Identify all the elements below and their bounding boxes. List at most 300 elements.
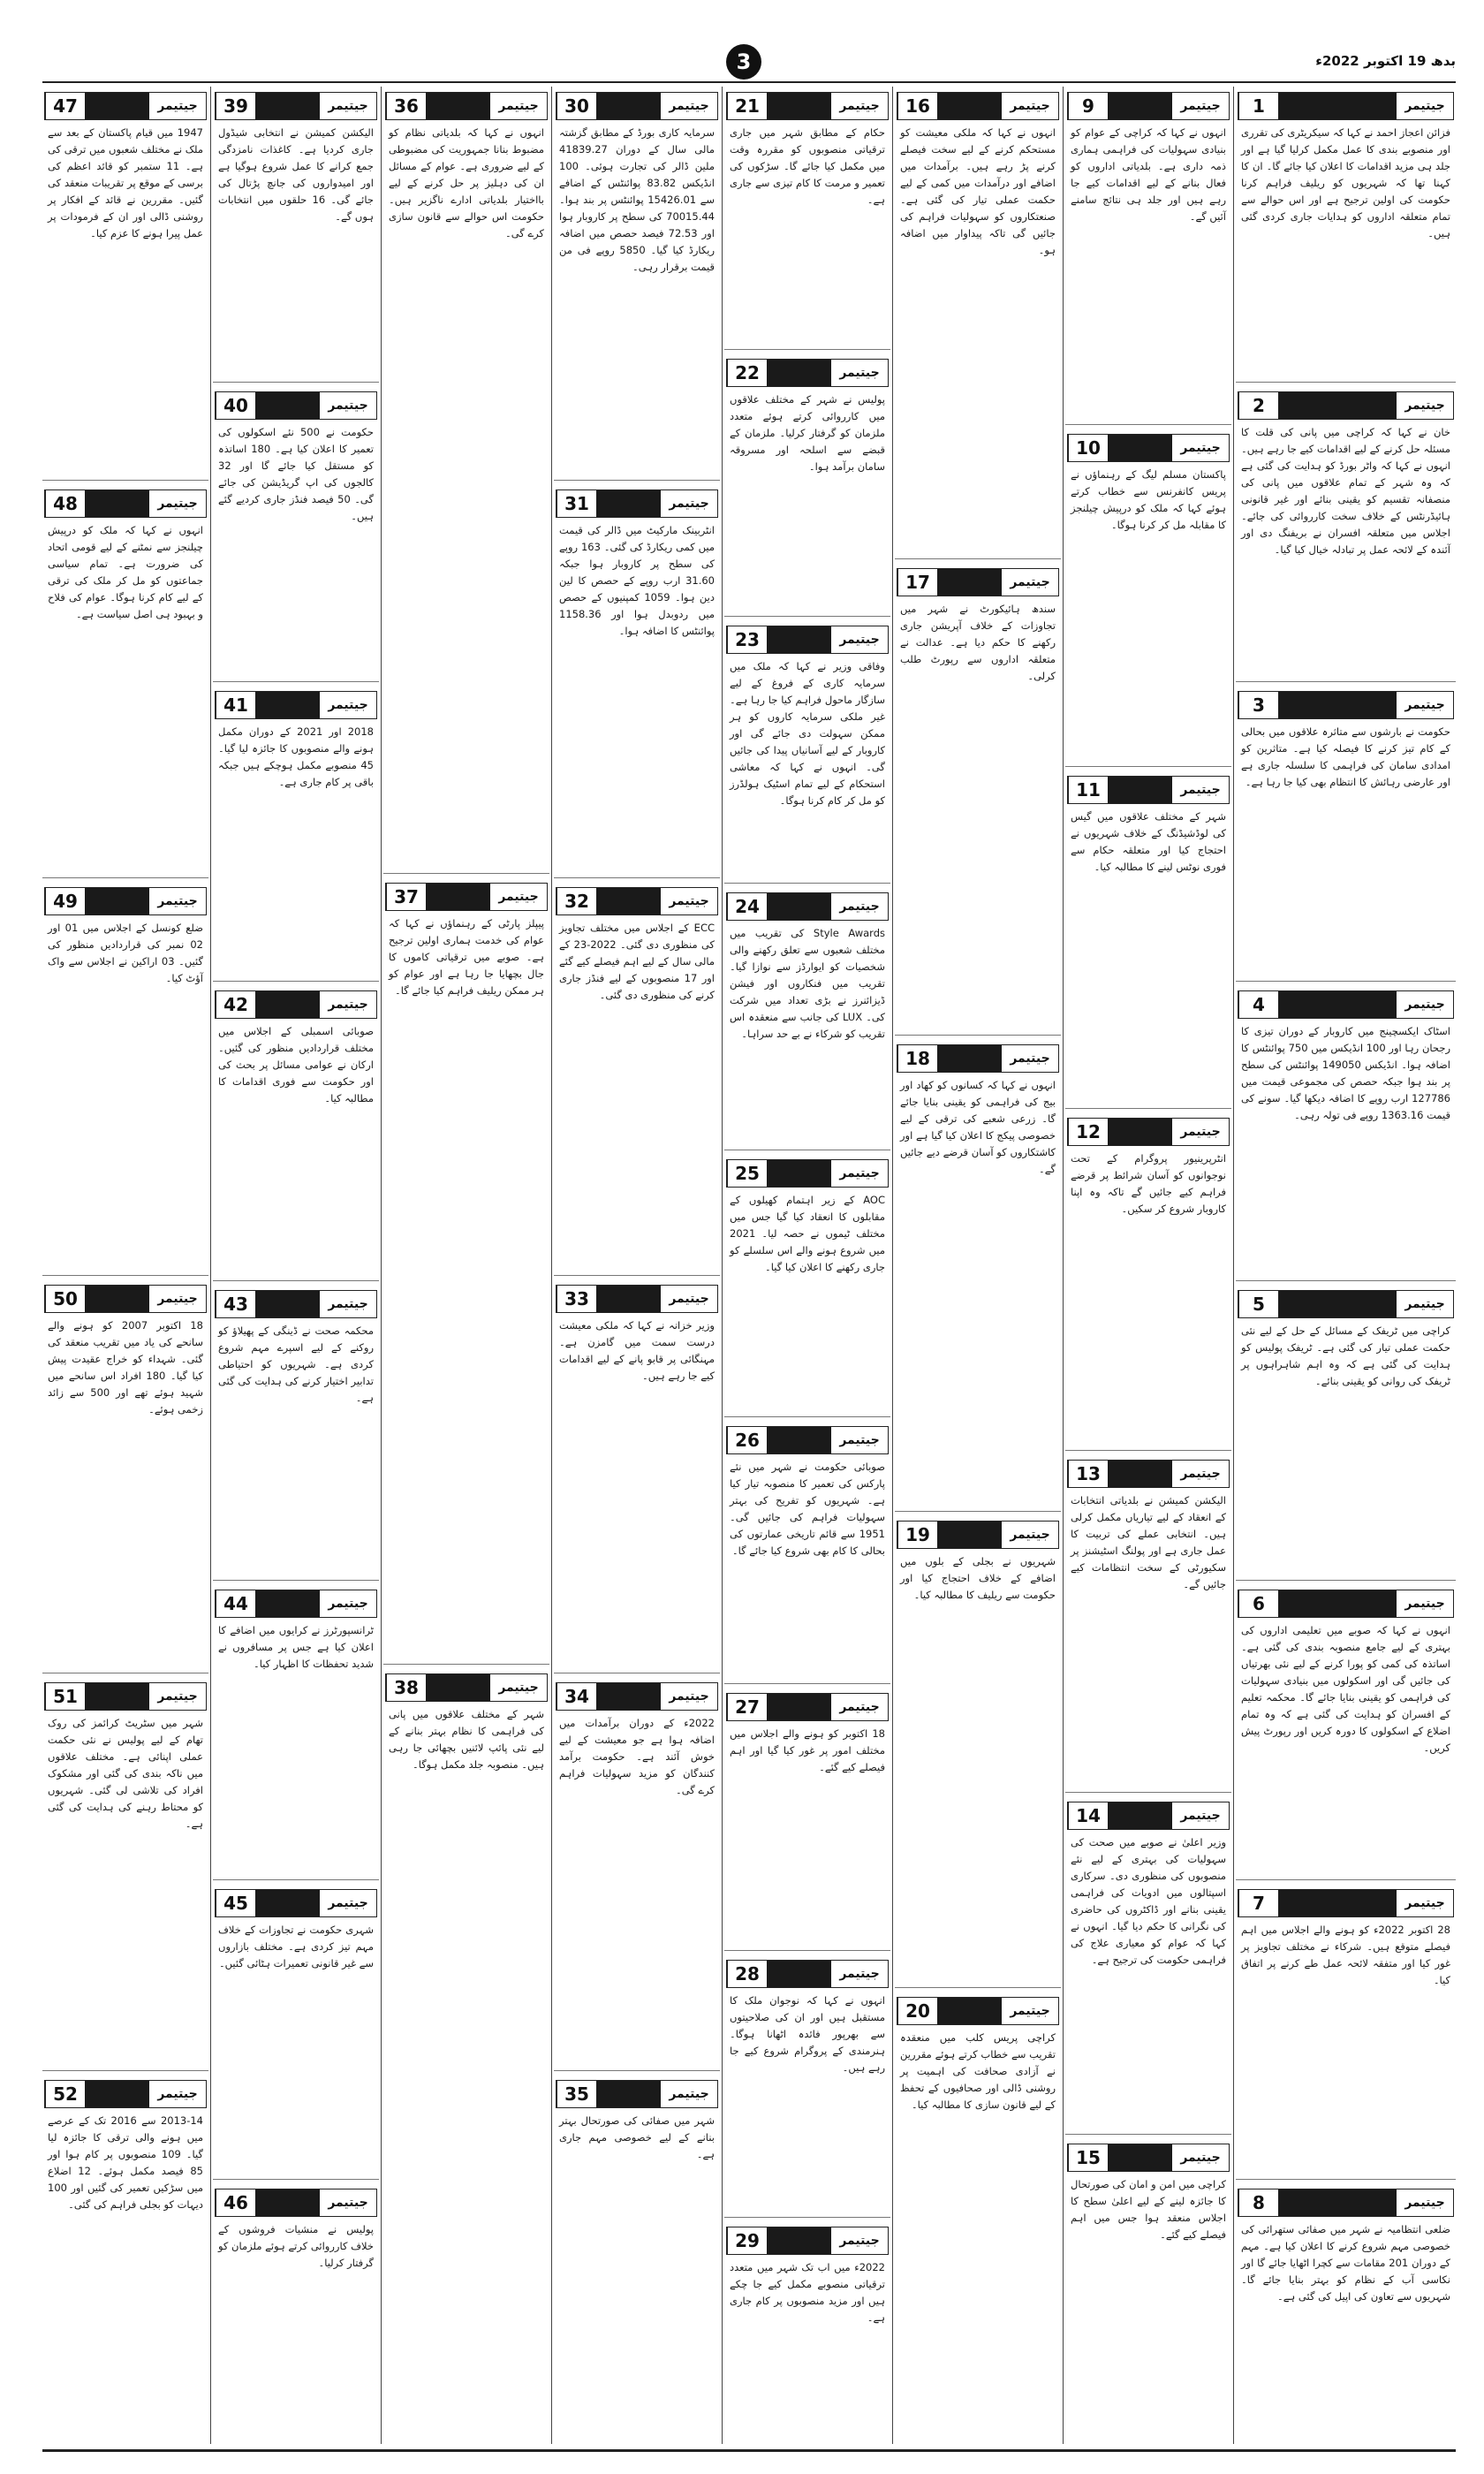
article-49 [42, 882, 208, 1276]
article-body: انہوں نے کہا کہ بلدیاتی نظام کو مضبوط بنانا جمہوریت کی مضبوطی کے لیے ضروری ہے۔ عوام کے مسائل ان کی دہلیز پر حل کرنے کے لیے بااختیار بلدیاتی ادارے ناگزیر ہیں۔ حکومت اس حوالے سے قانون سازی کرے گی۔ [389, 126, 544, 239]
article-header [897, 1521, 1059, 1549]
article-number: 33 [556, 1286, 596, 1312]
column-4 [724, 87, 890, 2444]
article-52 [42, 2075, 208, 2444]
article-28 [724, 1954, 890, 2218]
article-body: 28 اکتوبر 2022ء کو ہونے والے اجلاس میں اہم فیصلے متوقع ہیں۔ شرکاء نے مختلف تجاویز پر غور کیا اور متفقہ لائحہ عمل طے کرنے پر اتفاق کیا۔ [1241, 1924, 1450, 1986]
article-17 [895, 563, 1061, 1036]
article-header [385, 92, 548, 120]
article-label: جیتیمر [1397, 1890, 1453, 1916]
header-bar [767, 2227, 831, 2254]
article-label: جیتیمر [661, 1286, 717, 1312]
article-42 [213, 985, 379, 1281]
header-bar [596, 490, 661, 517]
article-header [726, 1693, 889, 1721]
article-label: جیتیمر [1397, 2189, 1453, 2216]
article-6 [1236, 1584, 1456, 1880]
article-header [1238, 1590, 1454, 1618]
article-body: انٹربینک مارکیٹ میں ڈالر کی قیمت میں کمی ریکارڈ کی گئی۔ 163 روپے کی سطح پر کاروبار ہوا جبکہ 31.60 ارب روپے کے حصص کا لین دین ہوا۔ 1059 کمپنیوں کے حصص میں ردوبدل ہوا اور 1158.36 پوائنٹس کا اضافہ ہوا۔ [559, 524, 716, 637]
article-body: 2022ء کے دوران برآمدات میں اضافہ ہوا ہے جو معیشت کے لیے خوش آئند ہے۔ حکومت برآمد کنندگان کو مزید سہولیات فراہم کرے گی۔ [559, 1717, 715, 1796]
article-number: 35 [556, 2081, 596, 2107]
article-number: 27 [727, 1694, 767, 1720]
header-bar [937, 93, 1002, 119]
article-number: 6 [1238, 1590, 1278, 1617]
article-number: 48 [45, 490, 85, 517]
article-40 [213, 386, 379, 682]
column-divider [892, 87, 893, 2444]
article-label: جیتیمر [661, 490, 717, 517]
article-header [1067, 2144, 1230, 2172]
header-bar [1108, 435, 1172, 461]
article-number: 8 [1238, 2189, 1278, 2216]
article-header [556, 2080, 718, 2108]
article-header [1238, 2189, 1454, 2217]
article-label: جیتیمر [1397, 991, 1453, 1018]
article-number: 7 [1238, 1890, 1278, 1916]
page-number: 3 [726, 44, 761, 80]
article-16 [895, 87, 1061, 559]
header-bar [767, 93, 831, 119]
article-label: جیتیمر [320, 2189, 376, 2216]
article-body: شہری حکومت نے تجاوزات کے خلاف مہم تیز کردی ہے۔ مختلف بازاروں سے غیر قانونی تعمیرات ہٹائی گئیں۔ [218, 1924, 374, 1969]
article-number: 37 [386, 884, 426, 910]
article-label: جیتیمر [1172, 1119, 1229, 1145]
article-body: انہوں نے کہا کہ نوجوان ملک کا مستقبل ہیں اور ان کی صلاحیتوں سے بھرپور فائدہ اٹھانا ہوگا۔ ہنرمندی کے پروگرام شروع کیے جا رہے ہیں۔ [730, 1994, 885, 2074]
article-label: جیتیمر [320, 991, 376, 1018]
header-bar [1278, 1590, 1397, 1617]
header-bar [426, 1674, 490, 1701]
article-label: جیتیمر [831, 1160, 888, 1187]
article-number: 14 [1068, 1802, 1108, 1829]
article-label: جیتیمر [1172, 777, 1229, 803]
article-37 [383, 877, 549, 1665]
article-label: جیتیمر [149, 1683, 206, 1710]
article-body: حکومت نے 500 نئے اسکولوں کی تعمیر کا اعلان کیا ہے۔ 180 اساتذہ کو مستقل کیا جائے گا اور 32 کالجوں کی اپ گریڈیشن کی جائے گی۔ 50 فیصد فنڈز جاری کردیے گئے ہیں۔ [218, 426, 375, 522]
article-number: 52 [45, 2081, 85, 2107]
header-bar [767, 893, 831, 920]
article-31 [554, 484, 720, 878]
article-body: سندھ ہائیکورٹ نے شہر میں تجاوزات کے خلاف آپریشن جاری رکھنے کا حکم دیا ہے۔ عدالت نے متعلقہ اداروں سے رپورٹ طلب کرلی۔ [900, 603, 1056, 682]
article-25 [724, 1154, 890, 1417]
article-body: شہر میں سٹریٹ کرائمز کی روک تھام کے لیے پولیس نے نئی حکمت عملی اپنائی ہے۔ مختلف علاقوں میں ناکہ بندی کی گئی اور مشکوک افراد کی تلاشی لی گئی۔ شہریوں کو محتاط رہنے کی ہدایت کی گئی ہے۔ [48, 1717, 203, 1830]
article-38 [383, 1668, 549, 2444]
article-label: جیتیمر [661, 2081, 717, 2107]
article-header [1067, 92, 1230, 120]
article-header [1238, 391, 1454, 420]
article-header [44, 1682, 207, 1711]
article-header [385, 1673, 548, 1702]
article-body: پولیس نے شہر کے مختلف علاقوں میں کارروائی کرتے ہوئے متعدد ملزمان کو گرفتار کرلیا۔ ملزمان کے قبضے سے اسلحہ اور مسروقہ سامان برآمد ہوا۔ [730, 393, 885, 473]
article-body: کراچی میں امن و امان کی صورتحال کا جائزہ لینے کے لیے اعلیٰ سطح کا اجلاس منعقد ہوا جس میں اہم فیصلے کیے گئے۔ [1071, 2178, 1226, 2241]
article-header [726, 1960, 889, 1988]
article-body: فزائن اعجاز احمد نے کہا کہ سیکریٹری کی تقرری اور منصوبے بندی کا عمل مکمل کرلیا گیا ہے اور جلد ہی مزید اقدامات کا اعلان کیا جائے گا۔ ان کا کہنا تھا کہ شہریوں کو ریلیف فراہم کرنا حکومت کی اولین ترجیح ہے اور اس حوالے سے تمام متعلقہ اداروں کو ہدایات جاری کردی گئی ہیں۔ [1241, 126, 1450, 239]
header-bar [255, 1890, 320, 1916]
article-label: جیتیمر [1172, 93, 1229, 119]
article-header [726, 892, 889, 921]
article-header [726, 2227, 889, 2255]
article-23 [724, 620, 890, 884]
article-label: جیتیمر [831, 2227, 888, 2254]
article-8 [1236, 2183, 1456, 2444]
column-6 [383, 87, 549, 2444]
column-divider [1063, 87, 1064, 2444]
article-body: انہوں نے کہا کہ صوبے میں تعلیمی اداروں کی بہتری کے لیے جامع منصوبہ بندی کی گئی ہے۔ اساتذہ کی کمی کو پورا کرنے کے لیے نئی بھرتیاں کی جائیں گی اور اسکولوں میں بنیادی سہولیات کی فراہمی کو یقینی بنایا جائے گا۔ محکمہ تعلیم کے افسران کو ہدایت کی گئی ہے کہ وہ تمام اضلاع کے اسکولوں کا دورہ کریں اور رپورٹ پیش کریں۔ [1241, 1624, 1450, 1754]
article-number: 1 [1238, 93, 1278, 119]
article-label: جیتیمر [831, 893, 888, 920]
article-15 [1065, 2138, 1231, 2444]
article-number: 42 [216, 991, 255, 1018]
article-10 [1065, 429, 1231, 767]
article-label: جیتیمر [831, 93, 888, 119]
column-divider [381, 87, 382, 2444]
article-number: 32 [556, 888, 596, 914]
column-divider [722, 87, 723, 2444]
header-bar [1108, 1802, 1172, 1829]
header-bar [1278, 2189, 1397, 2216]
column-divider [210, 87, 211, 2444]
article-label: جیتیمر [1002, 93, 1058, 119]
article-body: 2022ء میں اب تک شہر میں متعدد ترقیاتی منصوبے مکمل کیے جا چکے ہیں اور مزید منصوبوں پر کام جاری ہے۔ [730, 2261, 885, 2324]
header-bar [85, 93, 149, 119]
article-21 [724, 87, 890, 350]
article-43 [213, 1285, 379, 1581]
article-9 [1065, 87, 1231, 425]
article-header [215, 1290, 377, 1318]
article-number: 29 [727, 2227, 767, 2254]
article-header [215, 92, 377, 120]
article-label: جیتیمر [490, 93, 547, 119]
article-body: 2018 اور 2021 کے دوران مکمل ہونے والے منصوبوں کا جائزہ لیا گیا۔ 45 منصوبے مکمل ہوچکے ہیں جبکہ باقی پر کام جاری ہے۔ [218, 725, 374, 788]
column-5 [554, 87, 720, 2444]
article-50 [42, 1279, 208, 1673]
article-number: 20 [897, 1998, 937, 2024]
article-header [726, 1159, 889, 1188]
article-number: 16 [897, 93, 937, 119]
article-label: جیتیمر [661, 1683, 717, 1710]
header-bar [255, 2189, 320, 2216]
article-label: جیتیمر [831, 1694, 888, 1720]
header-bar [1278, 1890, 1397, 1916]
article-label: جیتیمر [1397, 1291, 1453, 1317]
article-header [897, 1997, 1059, 2025]
article-header [556, 489, 718, 518]
header-bar [767, 626, 831, 653]
article-body: شہریوں نے بجلی کے بلوں میں اضافے کے خلاف احتجاج کیا اور حکومت سے ریلیف کا مطالبہ کیا۔ [900, 1555, 1056, 1601]
article-label: جیتیمر [831, 360, 888, 386]
article-number: 15 [1068, 2144, 1108, 2171]
article-header [1067, 434, 1230, 462]
article-body: انہوں نے کہا کہ ملکی معیشت کو مستحکم کرنے کے لیے سخت فیصلے کرنے پڑ رہے ہیں۔ برآمدات میں اضافے اور درآمدات میں کمی کے لیے حکمت عملی تیار کی گئی ہے۔ صنعتکاروں کو سہولیات فراہم کی جائیں گی تاکہ پیداوار میں اضافہ ہو۔ [900, 126, 1056, 256]
article-number: 34 [556, 1683, 596, 1710]
article-51 [42, 1677, 208, 2071]
article-body: وزیر اعلیٰ نے صوبے میں صحت کی سہولیات کی بہتری کے لیے نئے منصوبوں کی منظوری دی۔ سرکاری اسپتالوں میں ادویات کی فراہمی یقینی بنانے اور ڈاکٹروں کی حاضری کی نگرانی کا حکم دیا گیا۔ انہوں نے کہا کہ عوام کو معیاری علاج کی فراہمی حکومت کی ترجیح ہے۔ [1071, 1836, 1226, 1966]
header-bar [767, 360, 831, 386]
article-header [556, 1682, 718, 1711]
article-number: 30 [556, 93, 596, 119]
article-number: 43 [216, 1291, 255, 1317]
header-bar [1278, 1291, 1397, 1317]
article-label: جیتیمر [320, 1590, 376, 1617]
article-18 [895, 1039, 1061, 1512]
header-bar [1278, 991, 1397, 1018]
article-body: صوبائی حکومت نے شہر میں نئے پارکس کی تعمیر کا منصوبہ تیار کیا ہے۔ شہریوں کو تفریح کی بہتر سہولیات فراہم کی جائیں گی۔ 1951 سے قائم تاریخی عمارتوں کی بحالی کا کام بھی شروع کیا جائے گا۔ [730, 1461, 885, 1557]
article-header [556, 887, 718, 915]
article-24 [724, 887, 890, 1150]
article-label: جیتیمر [149, 888, 206, 914]
article-number: 50 [45, 1286, 85, 1312]
article-header [215, 391, 377, 420]
header-bar [255, 93, 320, 119]
article-header [1238, 691, 1454, 719]
article-header [44, 489, 207, 518]
article-label: جیتیمر [490, 1674, 547, 1701]
article-12 [1065, 1112, 1231, 1451]
header-bar [937, 1522, 1002, 1548]
article-header [215, 691, 377, 719]
article-20 [895, 1992, 1061, 2444]
article-label: جیتیمر [831, 1427, 888, 1453]
article-body: انٹرپرینیور پروگرام کے تحت نوجوانوں کو آسان شرائط پر قرضے فراہم کیے جائیں گے تاکہ وہ اپنا کاروبار شروع کر سکیں۔ [1071, 1152, 1226, 1215]
header-bar [1278, 392, 1397, 419]
article-48 [42, 484, 208, 878]
article-body: 18 اکتوبر کو ہونے والے اجلاس میں مختلف امور پر غور کیا گیا اور اہم فیصلے کیے گئے۔ [730, 1727, 885, 1773]
article-body: ٹرانسپورٹرز نے کرایوں میں اضافے کا اعلان کیا ہے جس پر مسافروں نے شدید تحفظات کا اظہار کیا۔ [218, 1624, 374, 1670]
article-number: 10 [1068, 435, 1108, 461]
issue-date: بدھ 19 اکتوبر 2022ء [1315, 53, 1456, 69]
article-11 [1065, 770, 1231, 1109]
article-19 [895, 1515, 1061, 1988]
article-body: انہوں نے کہا کہ کسانوں کو کھاد اور بیج کی فراہمی کو یقینی بنایا جائے گا۔ زرعی شعبے کی ترقی کے لیے خصوصی پیکج کا اعلان کیا گیا ہے اور کاشتکاروں کو آسان قرضے دیے جائیں گے۔ [900, 1079, 1056, 1175]
article-label: جیتیمر [320, 1291, 376, 1317]
article-number: 19 [897, 1522, 937, 1548]
header-bar [255, 991, 320, 1018]
header-bar [1278, 93, 1397, 119]
article-number: 12 [1068, 1119, 1108, 1145]
article-header [897, 92, 1059, 120]
article-body: سرمایہ کاری بورڈ کے مطابق گزشتہ مالی سال کے دوران 41839.27 ملین ڈالر کی تجارت ہوئی۔ 100 انڈیکس 83.82 پوائنٹس کے اضافے سے 15426.01 پوائنٹس پر بند ہوا۔ 70015.44 کی سطح پر کاروبار ہوا اور 72.53 فیصد حصص میں اضافہ ریکارڈ کیا گیا۔ 5850 روپے فی من قیمت برقرار رہی۔ [559, 126, 715, 273]
article-29 [724, 2221, 890, 2444]
header-bar [426, 93, 490, 119]
article-number: 36 [386, 93, 426, 119]
article-header [215, 2189, 377, 2217]
article-number: 31 [556, 490, 596, 517]
article-header [726, 1426, 889, 1454]
article-body: حکومت نے بارشوں سے متاثرہ علاقوں میں بحالی کے کام تیز کرنے کا فیصلہ کیا ہے۔ متاثرین کو امدادی سامان کی فراہمی کا سلسلہ جاری ہے اور عارضی رہائش کا انتظام بھی کیا جا رہا ہے۔ [1241, 725, 1450, 788]
article-body: وفاقی وزیر نے کہا کہ ملک میں سرمایہ کاری کے فروغ کے لیے سازگار ماحول فراہم کیا جا رہا ہے۔ غیر ملکی سرمایہ کاروں کو ہر ممکن سہولت دی جائے گی اور کاروبار کے لیے آسانیاں پیدا کی جائیں گی۔ انہوں نے کہا کہ معاشی استحکام کے لیے تمام اسٹیک ہولڈرز کو مل کر کام کرنا ہوگا۔ [730, 660, 885, 807]
article-label: جیتیمر [149, 490, 206, 517]
article-header [726, 359, 889, 387]
header-bar [596, 888, 661, 914]
header-bar [1108, 93, 1172, 119]
article-number: 21 [727, 93, 767, 119]
article-2 [1236, 386, 1456, 682]
article-22 [724, 353, 890, 617]
article-body: وزیر خزانہ نے کہا کہ ملکی معیشت درست سمت میں گامزن ہے۔ مہنگائی پر قابو پانے کے لیے اقدامات کیے جا رہے ہیں۔ [559, 1319, 715, 1382]
article-label: جیتیمر [149, 93, 206, 119]
article-header [1238, 1889, 1454, 1917]
column-divider [1233, 87, 1234, 2444]
column-3 [895, 87, 1061, 2444]
header-bar [85, 490, 149, 517]
header-bar [596, 93, 661, 119]
article-30 [554, 87, 720, 481]
header-rule [42, 81, 1456, 83]
article-body: پاکستان مسلم لیگ کے رہنماؤں نے پریس کانفرنس سے خطاب کرتے ہوئے کہا کہ ملک کو درپیش چیلنجز کا مقابلہ مل کر کرنا ہوگا۔ [1071, 468, 1226, 531]
article-body: 18 اکتوبر 2007 کو ہونے والے سانحے کی یاد میں تقریب منعقد کی گئی۔ شہداء کو خراج عقیدت پیش کیا گیا۔ 180 افراد اس سانحے میں شہید ہوئے تھے اور 500 سے زائد زخمی ہوئے۔ [48, 1319, 204, 1415]
article-header [385, 883, 548, 911]
article-number: 38 [386, 1674, 426, 1701]
article-body: کراچی پریس کلب میں منعقدہ تقریب سے خطاب کرتے ہوئے مقررین نے آزادی صحافت کی اہمیت پر روشنی ڈالی اور صحافیوں کے تحفظ کے لیے قانون سازی کا مطالبہ کیا۔ [900, 2031, 1056, 2111]
article-header [897, 1044, 1059, 1073]
article-label: جیتیمر [1172, 1802, 1229, 1829]
article-label: جیتیمر [320, 93, 376, 119]
article-body: ضلع کونسل کے اجلاس میں 01 اور 02 نمبر کی قراردادیں منظور کی گئیں۔ 03 اراکین نے اجلاس سے واک آؤٹ کیا۔ [48, 922, 203, 984]
article-number: 17 [897, 569, 937, 596]
article-41 [213, 686, 379, 982]
footer-rule [42, 2449, 1456, 2452]
header-bar [767, 1694, 831, 1720]
article-body: کراچی میں ٹریفک کے مسائل کے حل کے لیے نئی حکمت عملی تیار کی گئی ہے۔ ٹریفک پولیس کو ہدایت کی گئی ہے کہ وہ اہم شاہراہوں پر ٹریفک کی روانی کو یقینی بنائے۔ [1241, 1324, 1450, 1387]
article-34 [554, 1677, 720, 2071]
article-label: جیتیمر [661, 93, 717, 119]
article-32 [554, 882, 720, 1276]
article-7 [1236, 1884, 1456, 2180]
header-bar [255, 692, 320, 718]
header-bar [767, 1961, 831, 1987]
article-header [215, 1590, 377, 1618]
header-bar [85, 1286, 149, 1312]
article-body: Style Awards کی تقریب میں مختلف شعبوں سے تعلق رکھنے والی شخصیات کو ایوارڈز سے نوازا گیا۔ تقریب میں فنکاروں اور فیشن ڈیزائنرز نے بڑی تعداد میں شرکت کی۔ LUX کی جانب سے منعقدہ اس تقریب کو شرکاء نے بے حد سراہا۔ [730, 927, 885, 1040]
article-body: انہوں نے کہا کہ ملک کو درپیش چیلنجز سے نمٹنے کے لیے قومی اتحاد کی ضرورت ہے۔ تمام سیاسی جماعتوں کو مل کر ملک کی ترقی کے لیے کام کرنا ہوگا۔ عوام کی فلاح و بہبود ہی اصل سیاست ہے۔ [48, 524, 203, 620]
article-label: جیتیمر [1002, 569, 1058, 596]
article-header [726, 92, 889, 120]
header-bar [937, 1998, 1002, 2024]
header-bar [937, 1045, 1002, 1072]
article-label: جیتیمر [1002, 1522, 1058, 1548]
article-number: 4 [1238, 991, 1278, 1018]
article-header [1238, 92, 1454, 120]
article-body: خان نے کہا کہ کراچی میں پانی کی قلت کا مسئلہ حل کرنے کے لیے اقدامات کیے جا رہے ہیں۔ انہوں نے کہا کہ واٹر بورڈ کو ہدایت کی گئی ہے کہ وہ شہر کے تمام علاقوں میں پانی کی منصفانہ تقسیم کو یقینی بنائے اور غیر قانونی ہائیڈرنٹس کے خلاف سخت کارروائی کی جائے۔ اجلاس میں متعلقہ افسران نے بریفنگ دی اور آئندہ کے لائحہ عمل پر تبادلہ خیال کیا گیا۔ [1241, 426, 1450, 556]
article-body: شہر کے مختلف علاقوں میں پانی کی فراہمی کا نظام بہتر بنانے کے لیے نئی پائپ لائنیں بچھائی جا رہی ہیں۔ منصوبہ جلد مکمل ہوگا۔ [389, 1708, 544, 1771]
article-number: 24 [727, 893, 767, 920]
article-body: پولیس نے منشیات فروشوں کے خلاف کارروائی کرتے ہوئے ملزمان کو گرفتار کرلیا۔ [217, 2223, 374, 2269]
article-label: جیتیمر [1397, 392, 1453, 419]
article-33 [554, 1279, 720, 1673]
article-4 [1236, 985, 1456, 1281]
article-label: جیتیمر [320, 392, 376, 419]
article-36 [383, 87, 549, 874]
header-bar [1108, 2144, 1172, 2171]
article-label: جیتیمر [1397, 93, 1453, 119]
article-1 [1236, 87, 1456, 383]
header-bar [255, 1291, 320, 1317]
article-label: جیتیمر [320, 1890, 376, 1916]
article-number: 47 [45, 93, 85, 119]
header-bar [596, 2081, 661, 2107]
article-number: 3 [1238, 692, 1278, 718]
article-number: 22 [727, 360, 767, 386]
article-number: 28 [727, 1961, 767, 1987]
article-label: جیتیمر [1397, 1590, 1453, 1617]
article-3 [1236, 686, 1456, 982]
article-header [897, 568, 1059, 596]
article-number: 44 [216, 1590, 255, 1617]
header-bar [596, 1683, 661, 1710]
article-number: 5 [1238, 1291, 1278, 1317]
article-header [1067, 776, 1230, 804]
article-label: جیتیمر [1397, 692, 1453, 718]
article-body: محکمہ صحت نے ڈینگی کے پھیلاؤ کو روکنے کے لیے اسپرے مہم شروع کردی ہے۔ شہریوں کو احتیاطی تدابیر اختیار کرنے کی ہدایت کی گئی ہے۔ [218, 1324, 374, 1404]
article-body: الیکشن کمیشن نے انتخابی شیڈول جاری کردیا ہے۔ کاغذات نامزدگی جمع کرانے کا عمل شروع ہوگیا ہے اور امیدواروں کی جانچ پڑتال کی جائے گی۔ 16 حلقوں میں انتخابات ہوں گے۔ [218, 126, 374, 223]
article-label: جیتیمر [831, 626, 888, 653]
article-header [556, 92, 718, 120]
article-number: 2 [1238, 392, 1278, 419]
header-bar [255, 1590, 320, 1617]
article-number: 26 [727, 1427, 767, 1453]
article-header [215, 990, 377, 1019]
article-label: جیتیمر [831, 1961, 888, 1987]
article-label: جیتیمر [1002, 1998, 1058, 2024]
article-header [44, 2080, 207, 2108]
article-number: 23 [727, 626, 767, 653]
column-divider [551, 87, 552, 2444]
header-bar [426, 884, 490, 910]
article-number: 13 [1068, 1461, 1108, 1487]
article-13 [1065, 1454, 1231, 1793]
header-bar [1108, 777, 1172, 803]
article-number: 46 [216, 2189, 255, 2216]
article-label: جیتیمر [1002, 1045, 1058, 1072]
article-body: ECC کے اجلاس میں مختلف تجاویز کی منظوری دی گئی۔ 2022-23 کے مالی سال کے لیے اہم فیصلے کیے گئے اور 17 منصوبوں کے لیے فنڈز جاری کرنے کی منظوری دی گئی۔ [559, 922, 715, 1001]
article-body: انہوں نے کہا کہ کراچی کے عوام کو بنیادی سہولیات کی فراہمی ہماری ذمہ داری ہے۔ بلدیاتی اداروں کو فعال بنانے کے لیے اقدامات کیے جا رہے ہیں اور جلد ہی نتائج سامنے آئیں گے۔ [1071, 126, 1226, 223]
article-number: 9 [1068, 93, 1108, 119]
article-label: جیتیمر [320, 692, 376, 718]
article-body: اسٹاک ایکسچینج میں کاروبار کے دوران تیزی کا رجحان رہا اور 100 انڈیکس میں 750 پوائنٹس کا اضافہ ہوا۔ انڈیکس 149050 پوائنٹس کی سطح پر بند ہوا جبکہ حصص کی مجموعی قیمت میں 127786 ارب روپے کا اضافہ دیکھا گیا۔ سونے کی قیمت 1363.16 روپے فی تولہ رہی۔ [1241, 1025, 1450, 1121]
article-body: 1947 میں قیام پاکستان کے بعد سے ملک نے مختلف شعبوں میں ترقی کی ہے۔ 11 ستمبر کو قائد اعظم کی برسی کے موقع پر تقریبات منعقد کی گئیں۔ مقررین نے قائد کے افکار پر روشنی ڈالی اور ان کے فرمودات پر عمل پیرا ہونے کا عزم کیا۔ [47, 126, 203, 239]
article-5 [1236, 1285, 1456, 1581]
article-body: پیپلز پارٹی کے رہنماؤں نے کہا کہ عوام کی خدمت ہماری اولین ترجیح ہے۔ صوبے میں ترقیاتی کاموں کا جال بچھایا جا رہا ہے اور عوام کو ہر ممکن ریلیف فراہم کیا جائے گا۔ [389, 917, 544, 997]
column-1 [1236, 87, 1456, 2444]
article-body: شہر کے مختلف علاقوں میں گیس کی لوڈشیڈنگ کے خلاف شہریوں نے احتجاج کیا اور متعلقہ حکام سے فوری نوٹس لینے کا مطالبہ کیا۔ [1071, 810, 1226, 873]
article-45 [213, 1884, 379, 2180]
article-header [1067, 1802, 1230, 1830]
article-47 [42, 87, 208, 481]
article-body: صوبائی اسمبلی کے اجلاس میں مختلف قراردادیں منظور کی گئیں۔ ارکان نے عوامی مسائل پر بحث کی اور حکومت سے فوری اقدامات کا مطالبہ کیا۔ [218, 1025, 374, 1104]
article-14 [1065, 1796, 1231, 2135]
article-header [1238, 1290, 1454, 1318]
article-header [556, 1285, 718, 1313]
article-header [1067, 1118, 1230, 1146]
article-27 [724, 1688, 890, 1951]
header-bar [85, 888, 149, 914]
article-number: 25 [727, 1160, 767, 1187]
article-number: 51 [45, 1683, 85, 1710]
header-bar [1108, 1119, 1172, 1145]
header-bar [937, 569, 1002, 596]
header-bar [85, 2081, 149, 2107]
article-header [44, 887, 207, 915]
article-body: AOC کے زیر اہتمام کھیلوں کے مقابلوں کا انعقاد کیا گیا جس میں مختلف ٹیموں نے حصہ لیا۔ 2021 میں شروع ہونے والے اس سلسلے کو جاری رکھنے کا اعلان کیا گیا۔ [730, 1194, 885, 1273]
article-body: الیکشن کمیشن نے بلدیاتی انتخابات کے انعقاد کے لیے تیاریاں مکمل کرلی ہیں۔ انتخابی عملے کی تربیت کا عمل جاری ہے اور پولنگ اسٹیشنز پر سکیورٹی کے سخت انتظامات کیے جائیں گے۔ [1071, 1494, 1226, 1590]
article-body: 2013-14 سے 2016 تک کے عرصے میں ہونے والی ترقی کا جائزہ لیا گیا۔ 109 منصوبوں پر کام ہوا اور 85 فیصد مکمل ہوئے۔ 12 اضلاع میں سڑکیں تعمیر کی گئیں اور 100 دیہات کو بجلی فراہم کی گئی۔ [48, 2114, 203, 2211]
column-7 [213, 87, 379, 2444]
article-26 [724, 1421, 890, 1684]
article-46 [213, 2183, 379, 2444]
article-number: 11 [1068, 777, 1108, 803]
article-header [44, 1285, 207, 1313]
article-body: شہر میں صفائی کی صورتحال بہتر بنانے کے لیے خصوصی مہم جاری ہے۔ [559, 2114, 715, 2160]
column-8 [42, 87, 208, 2444]
